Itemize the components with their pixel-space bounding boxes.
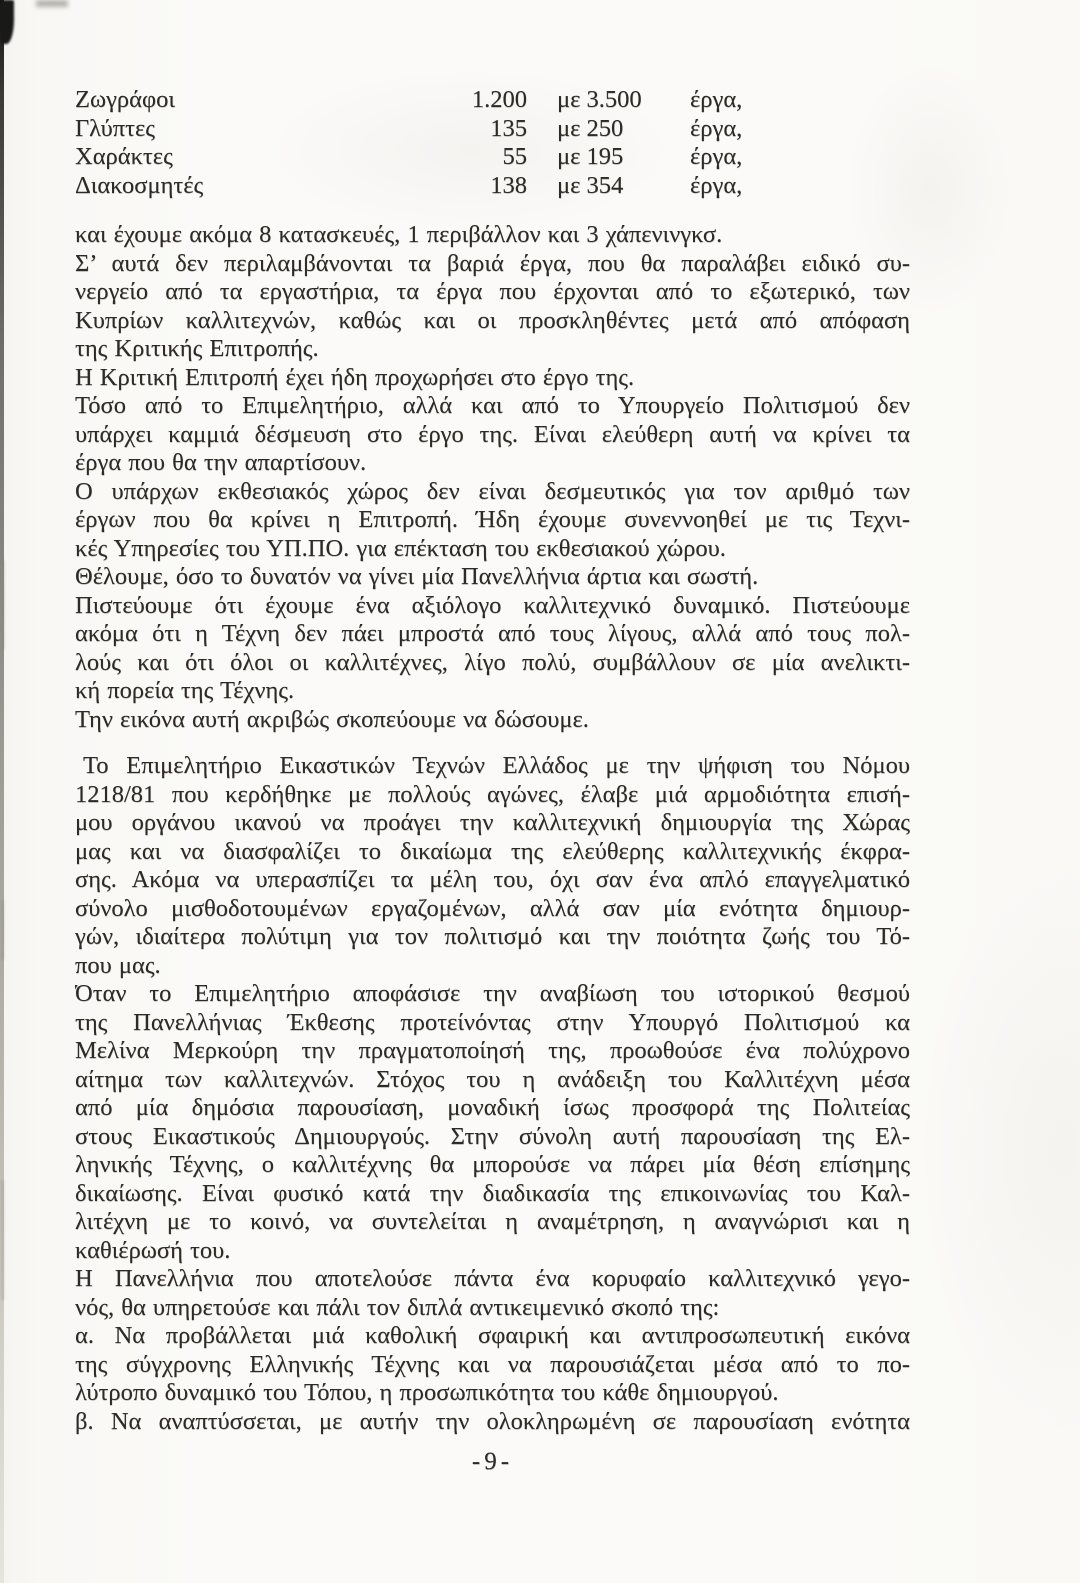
scan-edge-smudge [1,1180,4,1300]
text-line: γών, ιδιαίτερα πολύτιμη για τον πολιτισμό και την ποιότητα ζωής του Τό- [75,923,910,950]
text-line: μου οργάνου ικανού να προάγει την καλλιτεχνική δημιουργία της Χώρας [75,809,910,836]
statistics-row [75,172,910,201]
text-line: Η Κριτική Επιτροπή έχει ήδη προχωρήσει στο έργο της. [75,363,635,391]
text-line: σύνολο μισθοδοτουμένων εργαζομένων, αλλά σαν μία ενότητα δημιουρ- [75,894,910,922]
text-line: λύτροπο δυναμικό του Τόπου, η προσωπικότητα του κάθε δημιουργού. [75,1379,779,1406]
text-line: β. Να αναπτύσσεται, με αυτήν την ολοκληρωμένη σε παρουσίαση ενότητα [75,1407,910,1435]
text-line: αίτημα των καλλιτεχνών. Στόχος του η ανάδειξη του Καλλιτέχνη μέσα [75,1065,910,1093]
statistics-unit: έργα, [690,86,743,113]
text-line: σης. Ακόμα να υπερασπίζει τα μέλη του, όχι σαν ένα απλό επαγγελματικό [75,866,910,893]
text-line: λιτέχνη με το κοινό, να συντελείται η αναμέτρηση, η αναγνώρισι και η [75,1208,910,1235]
text-line: που μας. [75,951,161,979]
statistics-row [75,86,910,115]
text-line: της σύγχρονης Ελληνικής Τέχνης και να παρουσιάζεται μέσα από το πο- [75,1350,910,1378]
text-line: νεργείο από τα εργαστήρια, τα έργα που έρχονται από το εξωτερικό, των [75,278,910,305]
text-line: ακόμα ότι η Τέχνη δεν πάει μπροστά από τους λίγους, αλλά από τους πολ- [75,620,910,647]
chamber-of-fine-arts-paragraph [75,752,910,1436]
text-line: και έχουμε ακόμα 8 κατασκευές, 1 περιβάλλον και 3 χάπενινγκσ. [75,221,723,248]
statistics-unit: έργα, [690,143,743,170]
text-line: δικαίωσης. Είναι φυσικό κατά την διαδικασία της επικοινωνίας του Καλ- [75,1179,910,1207]
page-number: -9- [471,1448,514,1475]
statistics-category: Διακοσμητές [75,171,204,199]
text-line: της Κριτικής Επιτροπής. [75,335,319,362]
text-line: Θέλουμε, όσο το δυνατόν να γίνει μία Πανελλήνια άρτια και σωστή. [75,563,759,590]
text-line: α. Να προβάλλεται μιά καθολική σφαιρική και αντιπροσωπευτική εικόνα [75,1322,910,1349]
statistics-count: 138 [490,171,527,199]
statistics-count: 55 [502,143,527,170]
page-content [75,86,910,1436]
statistics-row [75,143,910,172]
scan-edge-smudge [1,900,4,960]
text-line: ληνικής Τέχνης, ο καλλιτέχνης θα μπορούσε να πάρει μία θέση επίσημης [75,1151,910,1178]
text-line: κές Υπηρεσίες του ΥΠ.ΠΟ. για επέκταση του εκθεσιακού χώρου. [75,534,726,562]
scan-edge-artifact [0,0,4,1583]
text-line: Η Πανελλήνια που αποτελούσε πάντα ένα κορυφαίο καλλιτεχνικό γεγο- [75,1265,910,1292]
text-line: 1218/81 που κερδήθηκε με πολλούς αγώνες, έλαβε μιά αρμοδιότητα επισή- [75,780,910,808]
text-line: από μία δημόσια παρουσίαση, μοναδική ίσως προσφορά της Πολιτείας [75,1094,910,1121]
text-line: στους Εικαστικούς Δημιουργούς. Στην σύνολη αυτή παρουσίαση της Ελ- [75,1122,910,1150]
text-line: Το Επιμελητήριο Εικαστικών Τεχνών Ελλάδος με την ψήφιση του Νόμου [83,752,910,779]
scan-corner-artifact [0,0,14,44]
text-line: μας και να διασφαλίζει το δικαίωμα της ελεύθερης καλλιτεχνικής έκφρα- [75,837,910,865]
text-line: κή πορεία της Τέχνης. [75,677,295,704]
text-line: της Πανελλήνιας Έκθεσης προτείνόντας στην Υπουργό Πολιτισμού κα [75,1008,910,1036]
statistics-range: με 354 [557,171,624,199]
text-line: νός, θα υπηρετούσε και πάλι τον διπλά αντικειμενικό σκοπό της: [75,1293,720,1321]
text-line: έργων που θα κρίνει η Επιτροπή. Ήδη έχουμε συνεννοηθεί με τις Τεχνι- [75,506,910,533]
text-line: Μελίνα Μερκούρη την πραγματοποίησή της, προωθούσε ένα πολύχρονο [75,1037,910,1064]
exhibition-organisation-paragraph [75,221,910,734]
scan-edge-smudge [1,560,4,650]
statistics-unit: έργα, [690,114,743,142]
statistics-category: Χαράκτες [75,143,173,170]
text-line: Την εικόνα αυτή ακριβώς σκοπεύουμε να δώσουμε. [75,705,589,733]
text-line: Ο υπάρχων εκθεσιακός χώρος δεν είναι δεσμευτικός για τον αριθμό των [75,477,910,505]
text-line: Κυπρίων καλλιτεχνών, καθώς και οι προσκληθέντες μετά από απόφαση [75,306,910,334]
text-line: Όταν το Επιμελητήριο αποφάσισε την αναβίωση του ιστορικού θεσμού [75,980,910,1007]
text-line: Τόσο από το Επιμελητήριο, αλλά και από το Υπουργείο Πολιτισμού δεν [75,392,910,419]
text-line: υπάρχει καμμιά δέσμευση στο έργο της. Είναι ελεύθερη αυτή να κρίνει τα [75,420,910,448]
artist-statistics-table [75,86,910,200]
statistics-row [75,115,910,144]
statistics-range: με 195 [557,143,624,170]
statistics-unit: έργα, [690,171,743,199]
text-line: Πιστεύουμε ότι έχουμε ένα αξιόλογο καλλιτεχνικό δυναμικό. Πιστεύουμε [75,591,910,619]
body-text [75,221,910,1436]
statistics-range: με 3.500 [557,86,642,113]
statistics-category: Ζωγράφοι [75,86,175,113]
scan-top-smudge [36,0,68,7]
statistics-range: με 250 [557,114,624,142]
text-line: Σ’ αυτά δεν περιλαμβάνονται τα βαριά έργα, που θα παραλάβει ειδικό συ- [75,249,910,277]
text-line: λούς και ότι όλοι οι καλλιτέχνες, λίγο πολύ, συμβάλλουν σε μία ανελικτι- [75,648,910,676]
statistics-category: Γλύπτες [75,114,155,142]
statistics-count: 1.200 [471,86,527,113]
text-line: έργα που θα την απαρτίσουν. [75,449,367,476]
text-line: καθιέρωσή του. [75,1236,231,1264]
statistics-count: 135 [490,114,527,142]
